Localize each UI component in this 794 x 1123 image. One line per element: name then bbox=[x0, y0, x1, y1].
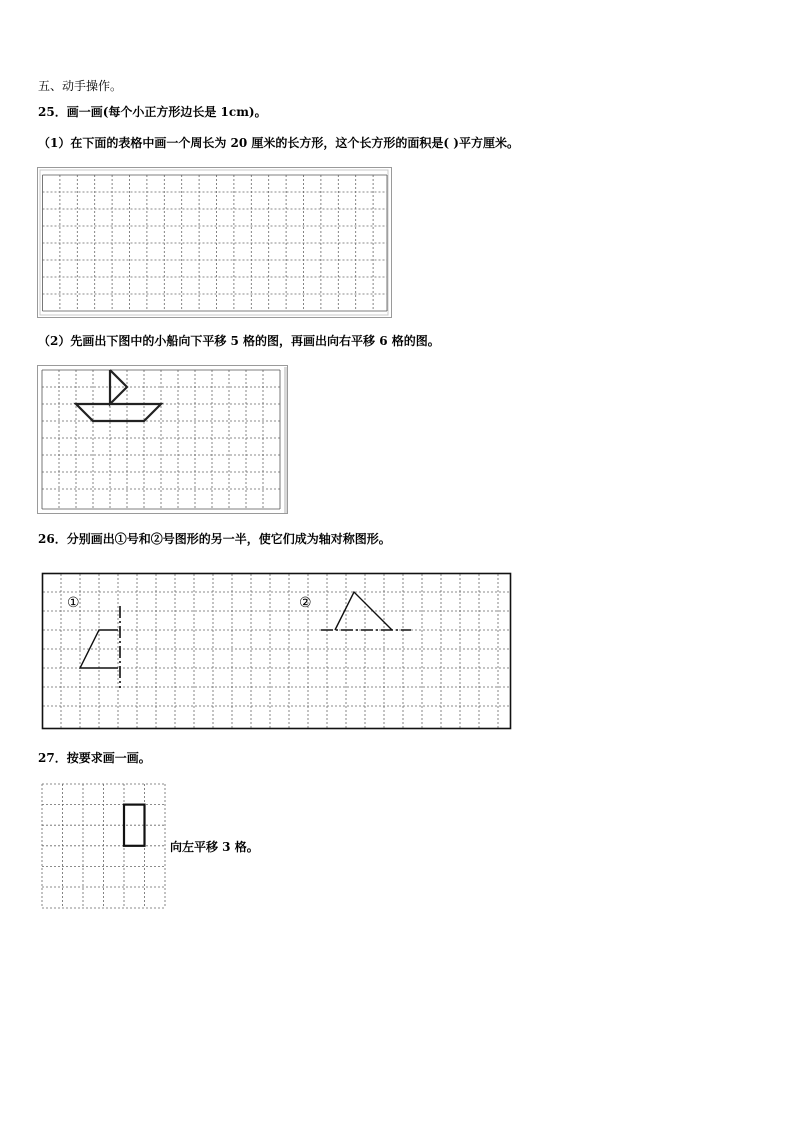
section-heading: 五、动手操作。 bbox=[38, 79, 123, 93]
q25-part2: （2）先画出下图中的小船向下平移 5 格的图，再画出向右平移 6 格的图。 bbox=[38, 334, 440, 348]
q25-grid-rectangle[interactable] bbox=[37, 167, 393, 319]
q25-part1: （1）在下面的表格中画一个周长为 20 厘米的长方形，这个长方形的面积是( )平方厘米。 bbox=[38, 136, 519, 150]
shape-2-label: ② bbox=[299, 595, 312, 611]
q26-grid-symmetry[interactable] bbox=[41, 572, 513, 732]
q25-grid-boat[interactable] bbox=[37, 365, 289, 515]
q27-grid-translate[interactable] bbox=[41, 782, 167, 910]
q27-instruction: 向左平移 3 格。 bbox=[170, 840, 259, 854]
q26-stem: 26．分别画出①号和②号图形的另一半，使它们成为轴对称图形。 bbox=[38, 532, 391, 546]
shape-1-label: ① bbox=[67, 595, 80, 611]
q25-stem: 25．画一画(每个小正方形边长是 1cm)。 bbox=[38, 105, 267, 119]
q27-stem: 27．按要求画一画。 bbox=[38, 751, 151, 765]
